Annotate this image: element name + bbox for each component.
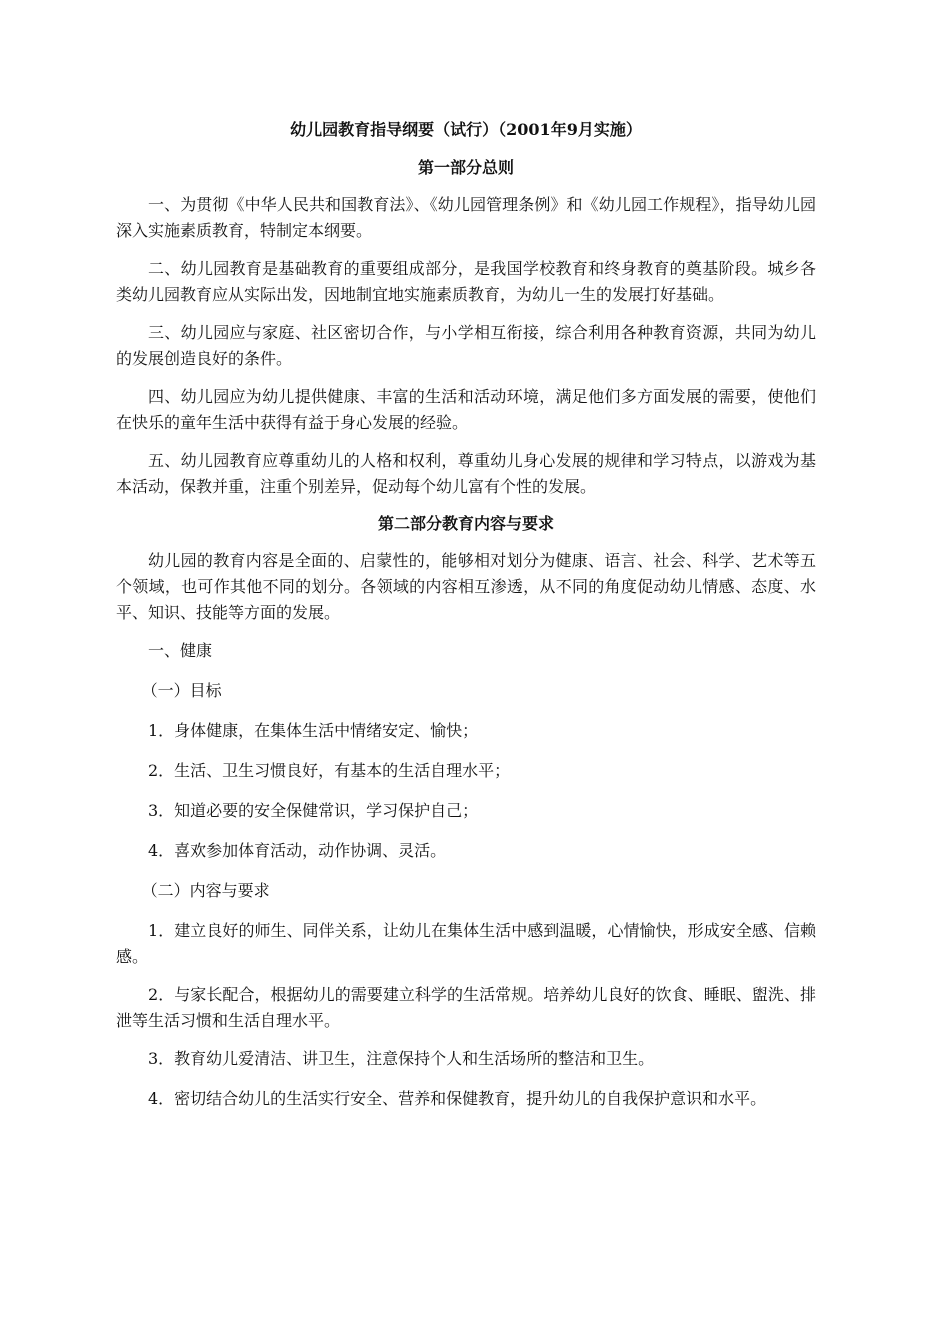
requirement-item-4: 4．密切结合幼儿的生活实行安全、营养和保健教育，提升幼儿的自我保护意识和水平。: [148, 1089, 767, 1108]
part1-paragraph-2: 二、幼儿园教育是基础教育的重要组成部分，是我国学校教育和终身教育的奠基阶段。城乡各类幼儿园教育应从实际出发，因地制宜地实施素质教育，为幼儿一生的发展打好基础。: [116, 259, 816, 304]
part1-heading: 第一部分总则: [417, 158, 514, 177]
document-page: [116, 118, 816, 1126]
part1-paragraph-3: 三、幼儿园应与家庭、社区密切合作，与小学相互衔接，综合利用各种教育资源，共同为幼儿的发展创造良好的条件。: [116, 323, 816, 368]
requirement-item-2: 2．与家长配合，根据幼儿的需要建立科学的生活常规。培养幼儿良好的饮食、睡眠、盥洗、排泄等生活习惯和生活自理水平。: [116, 985, 816, 1030]
requirement-item-1: 1．建立良好的师生、同伴关系，让幼儿在集体生活中感到温暖，心情愉快，形成安全感、信赖感。: [116, 921, 816, 966]
requirements-heading: （二）内容与要求: [141, 881, 270, 900]
goal-item-3: 3．知道必要的安全保健常识，学习保护自己；: [148, 801, 479, 820]
goals-heading: （一）目标: [141, 681, 222, 700]
part1-paragraph-5: 五、幼儿园教育应尊重幼儿的人格和权利，尊重幼儿身心发展的规律和学习特点，以游戏为基本活动，保教并重，注重个别差异，促动每个幼儿富有个性的发展。: [116, 451, 816, 496]
part1-paragraph-1: 一、为贯彻《中华人民共和国教育法》、《幼儿园管理条例》和《幼儿园工作规程》，指导幼儿园深入实施素质教育，特制定本纲要。: [116, 195, 816, 240]
goal-item-4: 4．喜欢参加体育活动，动作协调、灵活。: [148, 841, 447, 860]
health-heading: 一、健康: [148, 641, 213, 660]
goal-item-2: 2．生活、卫生习惯良好，有基本的生活自理水平；: [148, 761, 511, 780]
part2-intro: 幼儿园的教育内容是全面的、启蒙性的，能够相对划分为健康、语言、社会、科学、艺术等五个领域，也可作其他不同的划分。各领域的内容相互渗透，从不同的角度促动幼儿情感、态度、水平、知识、技能等方面的发展。: [116, 551, 816, 622]
part2-heading: 第二部分教育内容与要求: [377, 514, 554, 533]
goal-item-1: 1．身体健康，在集体生活中情绪安定、愉快；: [148, 721, 479, 740]
document-title: 幼儿园教育指导纲要（试行）（2001年9月实施）: [290, 120, 642, 139]
requirement-item-3: 3．教育幼儿爱清洁、讲卫生，注意保持个人和生活场所的整洁和卫生。: [148, 1049, 655, 1068]
part1-paragraph-4: 四、幼儿园应为幼儿提供健康、丰富的生活和活动环境，满足他们多方面发展的需要，使他们在快乐的童年生活中获得有益于身心发展的经验。: [116, 387, 816, 432]
